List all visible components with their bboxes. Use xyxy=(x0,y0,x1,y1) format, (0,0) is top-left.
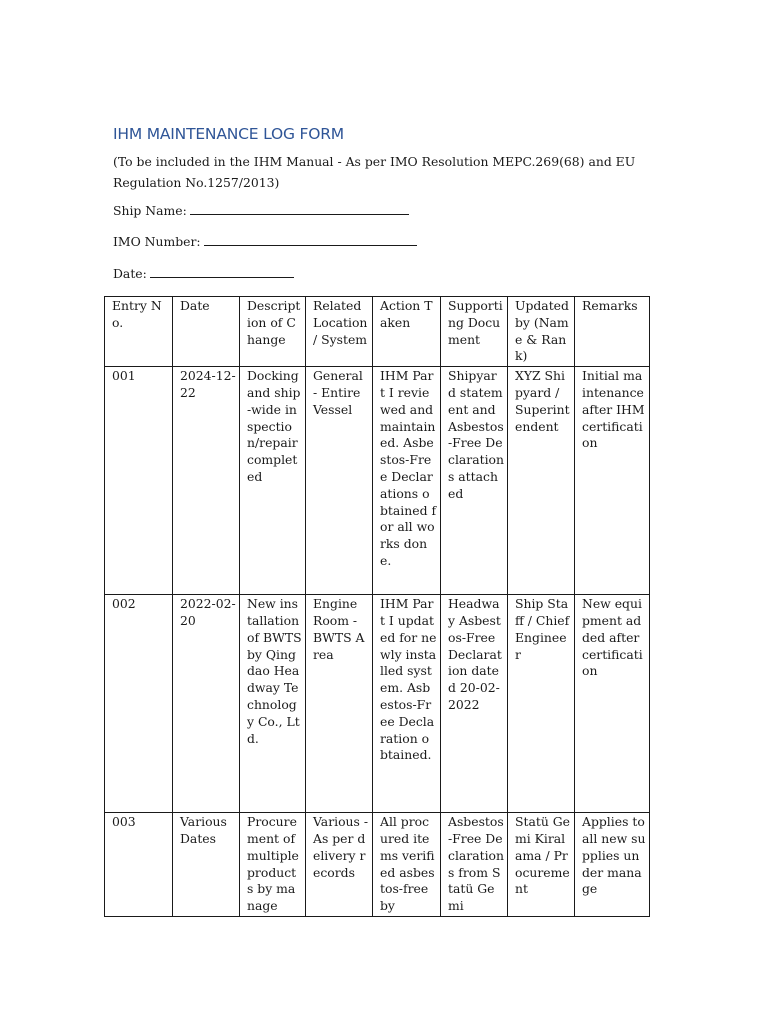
cell-location: General - Entire Vessel xyxy=(306,367,373,595)
cell-date: 2022-02-20 xyxy=(173,595,240,813)
cell-action: All procured items verified asbestos-free by xyxy=(373,813,441,917)
cell-action: IHM Part I reviewed and maintained. Asbestos-Free Declarations obtained for all works done. xyxy=(373,367,441,595)
cell-description: Procurement of multiple products by manage xyxy=(240,813,306,917)
cell-location: Engine Room - BWTS Area xyxy=(306,595,373,813)
date-label: Date: xyxy=(113,266,147,281)
maintenance-log-table xyxy=(104,296,650,917)
cell-date: 2024-12-22 xyxy=(173,367,240,595)
cell-entry: 001 xyxy=(105,367,173,595)
cell-documents: Asbestos-Free Declarations from Statü Gemi xyxy=(441,813,508,917)
ship-name-field xyxy=(113,203,409,218)
cell-entry: 002 xyxy=(105,595,173,813)
header-documents: Supporting Document xyxy=(441,297,508,367)
cell-documents: Headway Asbestos-Free Declaration dated 20-02-2022 xyxy=(441,595,508,813)
table-row xyxy=(105,813,650,917)
form-subtitle: (To be included in the IHM Manual - As per IMO Resolution MEPC.269(68) and EU Regulation No.1257/2013) xyxy=(113,154,636,190)
cell-documents: Shipyard statement and Asbestos-Free Declarations attached xyxy=(441,367,508,595)
header-entry: Entry No. xyxy=(105,297,173,367)
imo-number-label: IMO Number: xyxy=(113,234,201,249)
cell-description: Docking and ship-wide inspection/repair completed xyxy=(240,367,306,595)
date-field xyxy=(113,266,294,281)
header-description: Description of Change xyxy=(240,297,306,367)
form-title: IHM MAINTENANCE LOG FORM xyxy=(113,125,344,143)
imo-number-blank xyxy=(204,235,417,246)
header-date: Date xyxy=(173,297,240,367)
cell-updated-by: XYZ Shipyard / Superintendent xyxy=(508,367,575,595)
ship-name-blank xyxy=(190,204,409,215)
cell-date: Various Dates xyxy=(173,813,240,917)
cell-entry: 003 xyxy=(105,813,173,917)
cell-updated-by: Ship Staff / Chief Engineer xyxy=(508,595,575,813)
header-remarks: Remarks xyxy=(575,297,650,367)
ship-name-label: Ship Name: xyxy=(113,203,187,218)
table-header-row xyxy=(105,297,650,367)
cell-remarks: Applies to all new supplies under manage xyxy=(575,813,650,917)
header-action: Action Taken xyxy=(373,297,441,367)
cell-location: Various - As per delivery records xyxy=(306,813,373,917)
header-location: Related Location / System xyxy=(306,297,373,367)
imo-number-field xyxy=(113,234,417,249)
cell-remarks: New equipment added after certification xyxy=(575,595,650,813)
table-row xyxy=(105,595,650,813)
cell-updated-by: Statü Gemi Kiralama / Procurement xyxy=(508,813,575,917)
cell-description: New installation of BWTS by Qingdao Headway Technology Co., Ltd. xyxy=(240,595,306,813)
date-blank xyxy=(150,267,294,278)
header-updated-by: Updated by (Name & Rank) xyxy=(508,297,575,367)
cell-action: IHM Part I updated for newly installed system. Asbestos-Free Declaration obtained. xyxy=(373,595,441,813)
table-row xyxy=(105,367,650,595)
cell-remarks: Initial maintenance after IHM certification xyxy=(575,367,650,595)
